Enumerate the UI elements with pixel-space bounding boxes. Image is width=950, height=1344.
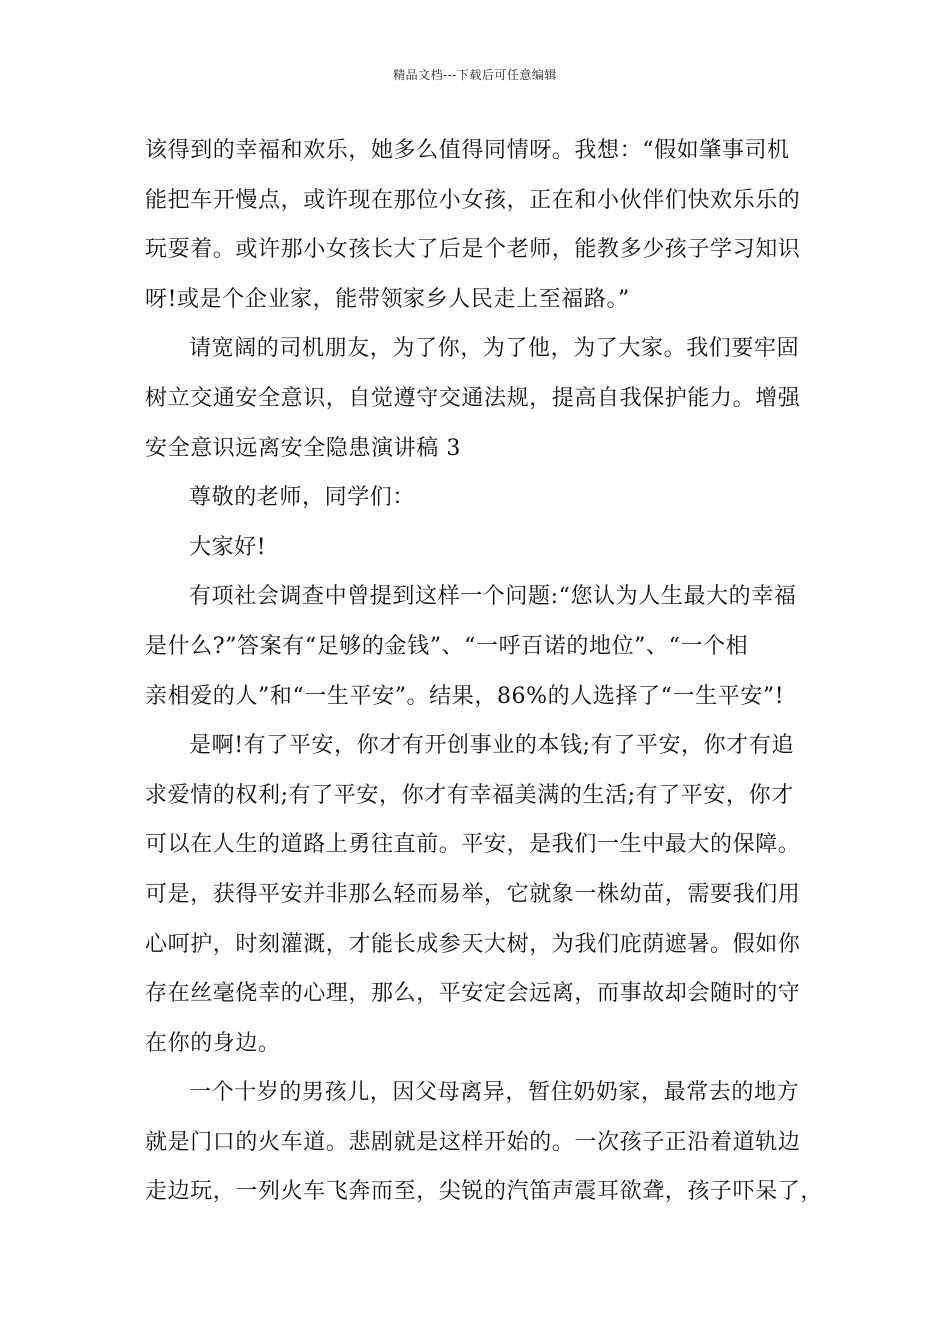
text-line: 可是，获得平安并非那么轻而易举，它就象一株幼苗，需要我们用 <box>145 881 801 907</box>
paragraph <box>145 473 825 523</box>
text-line: 该得到的幸福和欢乐，她多么值得同情呀。我想：“假如肇事司机 <box>145 138 790 163</box>
text-line: 存在丝毫侥幸的心理，那么，平安定会远离，而事故却会随时的守 <box>145 981 801 1007</box>
text-line: 心呵护，时刻灌溉，才能长成参天大树，为我们庇荫遮暑。假如你 <box>145 931 801 957</box>
page-header: 精品文档---下载后可任意编辑 <box>393 68 557 82</box>
text-line: 是什么?”答案有“足够的金钱”、“一呼百诺的地位”、“一个相 <box>145 633 749 659</box>
text-line: 大家好! <box>189 534 267 560</box>
text-line: 在你的身边。 <box>145 1030 281 1056</box>
paragraph <box>145 324 825 473</box>
text-line: 是啊!有了平安，你才有开创事业的本钱;有了平安，你才有追 <box>189 733 795 759</box>
paragraph <box>145 523 825 573</box>
text-line: 走边玩，一列火车飞奔而至，尖锐的汽笛声震耳欲聋，孩子吓呆了， <box>145 1179 824 1205</box>
paragraph <box>145 126 825 324</box>
text-line: 可以在人生的道路上勇往直前。平安，是我们一生中最大的保障。 <box>145 832 801 858</box>
text-line: 请宽阔的司机朋友，为了你，为了他，为了大家。我们要牢固 <box>189 336 800 362</box>
text-line: 求爱情的权利;有了平安，你才有幸福美满的生活;有了平安，你才 <box>145 782 794 808</box>
text-line: 安全意识远离安全隐患演讲稿 3 <box>145 435 461 461</box>
text-line: 呀!或是个企业家，能带领家乡人民走上至福路。” <box>145 286 630 312</box>
text-line: 就是门口的火车道。悲剧就是这样开始的。一次孩子正沿着道轨边 <box>145 1129 801 1155</box>
text-line: 玩耍着。或许那小女孩长大了后是个老师，能教多少孩子学习知识 <box>145 237 801 263</box>
text-line: 亲相爱的人”和“一生平安”。结果，86%的人选择了“一生平安”! <box>145 683 785 709</box>
text-line: 有项社会调查中曾提到这样一个问题:“您认为人生最大的幸福 <box>189 584 797 610</box>
paragraph <box>145 572 825 721</box>
paragraph <box>145 721 825 1068</box>
text-line: 能把车开慢点，或许现在那位小女孩，正在和小伙伴们快欢乐乐的 <box>145 187 801 213</box>
document-body <box>145 126 825 1217</box>
text-line: 树立交通安全意识，自觉遵守交通法规，提高自我保护能力。增强 <box>145 385 801 411</box>
text-line: 尊敬的老师，同学们： <box>189 485 416 511</box>
text-line: 一个十岁的男孩儿，因父母离异，暂住奶奶家，最常去的地方 <box>189 1080 800 1106</box>
paragraph <box>145 1068 825 1217</box>
